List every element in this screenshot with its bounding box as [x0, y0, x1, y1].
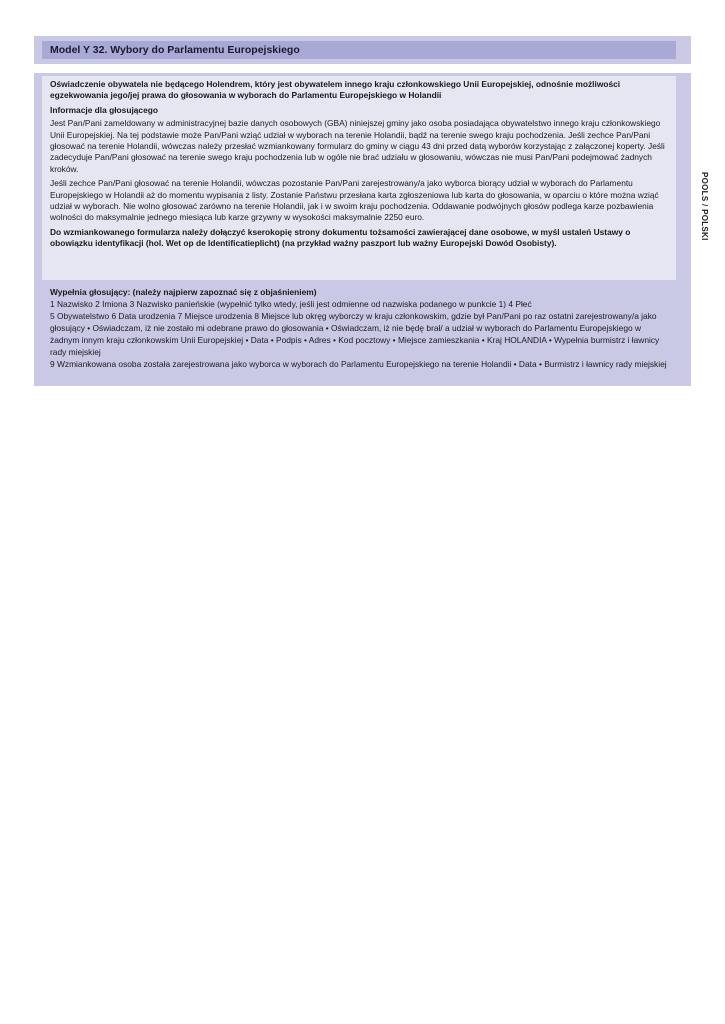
intro-section: [42, 76, 676, 280]
voter-fields-line-1: 1 Nazwisko 2 Imiona 3 Nazwisko panieńskie (wypełnić tylko wtedy, jeśli jest odmienne od nazwiska podanego w punkcie 1) 4 Płeć: [50, 299, 532, 309]
info-paragraph-2: Jeśli zechce Pan/Pani głosować na terenie Holandii, wówczas pozostanie Pan/Pani zarejestrowany/a jako wyborca biorący udział w wyborach do Parlamentu Europejskiego w Holandii aż do momentu wypisania z listy. Zostanie Państwu przesłana karta zgłoszeniowa lub karta do głosowania, w oparciu o które można wziąć udział w wyborach. Nie wolno głosować zarówno na terenie Holandii, jak i w swoim kraju pochodzenia. Oddawanie podwójnych głosów podlega karze pozbawienia wolności do maksymalnie jednego miesiąca lub karze grzywny w wysokości maksymalnie 2250 euro.: [50, 178, 659, 223]
page-title: Model Y 32. Wybory do Parlamentu Europejskiego: [42, 41, 676, 59]
info-paragraph-3: Do wzmiankowanego formularza należy dołączyć kserokopię strony dokumentu tożsamości zawierającej dane osobowe, w myśl ustaleń Ustawy o obowiązku identyfikacji (hol. Wet op de Identificatieplicht) (na przykład ważny paszport lub ważny Europejski Dowód Osobisty).: [50, 226, 631, 249]
voter-fields-section: [42, 286, 676, 382]
language-side-label: POOLS / POLSKI: [700, 172, 709, 241]
voter-fields-line-3: 9 Wzmiankowana osoba została zarejestrowana jako wyborca w wyborach do Parlamentu Europejskiego na terenie Holandii • Data • Burmistrz i ławnicy rady miejskiej: [50, 359, 667, 369]
voter-fields-heading: Wypełnia głosujący: (należy najpierw zapoznać się z objaśnieniem): [50, 287, 317, 297]
info-paragraph-1: Jest Pan/Pani zameldowany w administracyjnej bazie danych osobowych (GBA) niniejszej gminy jako osoba posiadająca obywatelstwo innego kraju członkowskiego Unii Europejskiej. Na tej podstawie może Pan/Pani wziąć udział w wyborach na terenie Holandii, bądź na terenie swego kraju pochodzenia. Jeśli zechce Pan/Pani głosować na terenie Holandii, wówczas należy przesłać wzmiankowany formularz do gminy w ciągu 43 dni przed datą wyborów korzystając z załączonej koperty. Jeśli zadecyduje Pan/Pani głosować na terenie swego kraju pochodzenia lub w ogóle nie brać udziału w głosowaniu, wówczas nie musi Pan/Pani podejmować żadnych kroków.: [50, 118, 665, 174]
voter-fields-line-2: 5 Obywatelstwo 6 Data urodzenia 7 Miejsce urodzenia 8 Miejsce lub okręg wyborczy w kraju członkowskim, gdzie był Pan/Pani po raz ostatni zarejestrowany/a jako głosujący • Oświadczam, iż nie zostało mi odebrane prawo do głosowania • Oświadczam, iż nie będę brał/ a udział w wyborach do Parlamentu Europejskiego w żadnym innym kraju członkowskim Unii Europejskiej • Data • Podpis • Adres • Kod pocztowy • Miejsce zamieszkania • Kraj HOLANDIA • Wypełnia burmistrz i ławnicy rady miejskiej: [50, 311, 660, 357]
info-heading: Informacje dla głosującego: [50, 104, 158, 115]
statement-title: Oświadczenie obywatela nie będącego Holendrem, który jest obywatelem innego kraju członkowskiego Unii Europejskiej, odnośnie możliwości egzekwowania jego/jej prawa do głosowania w wyborach do Parlamentu Europejskiego w Holandii: [50, 79, 621, 101]
